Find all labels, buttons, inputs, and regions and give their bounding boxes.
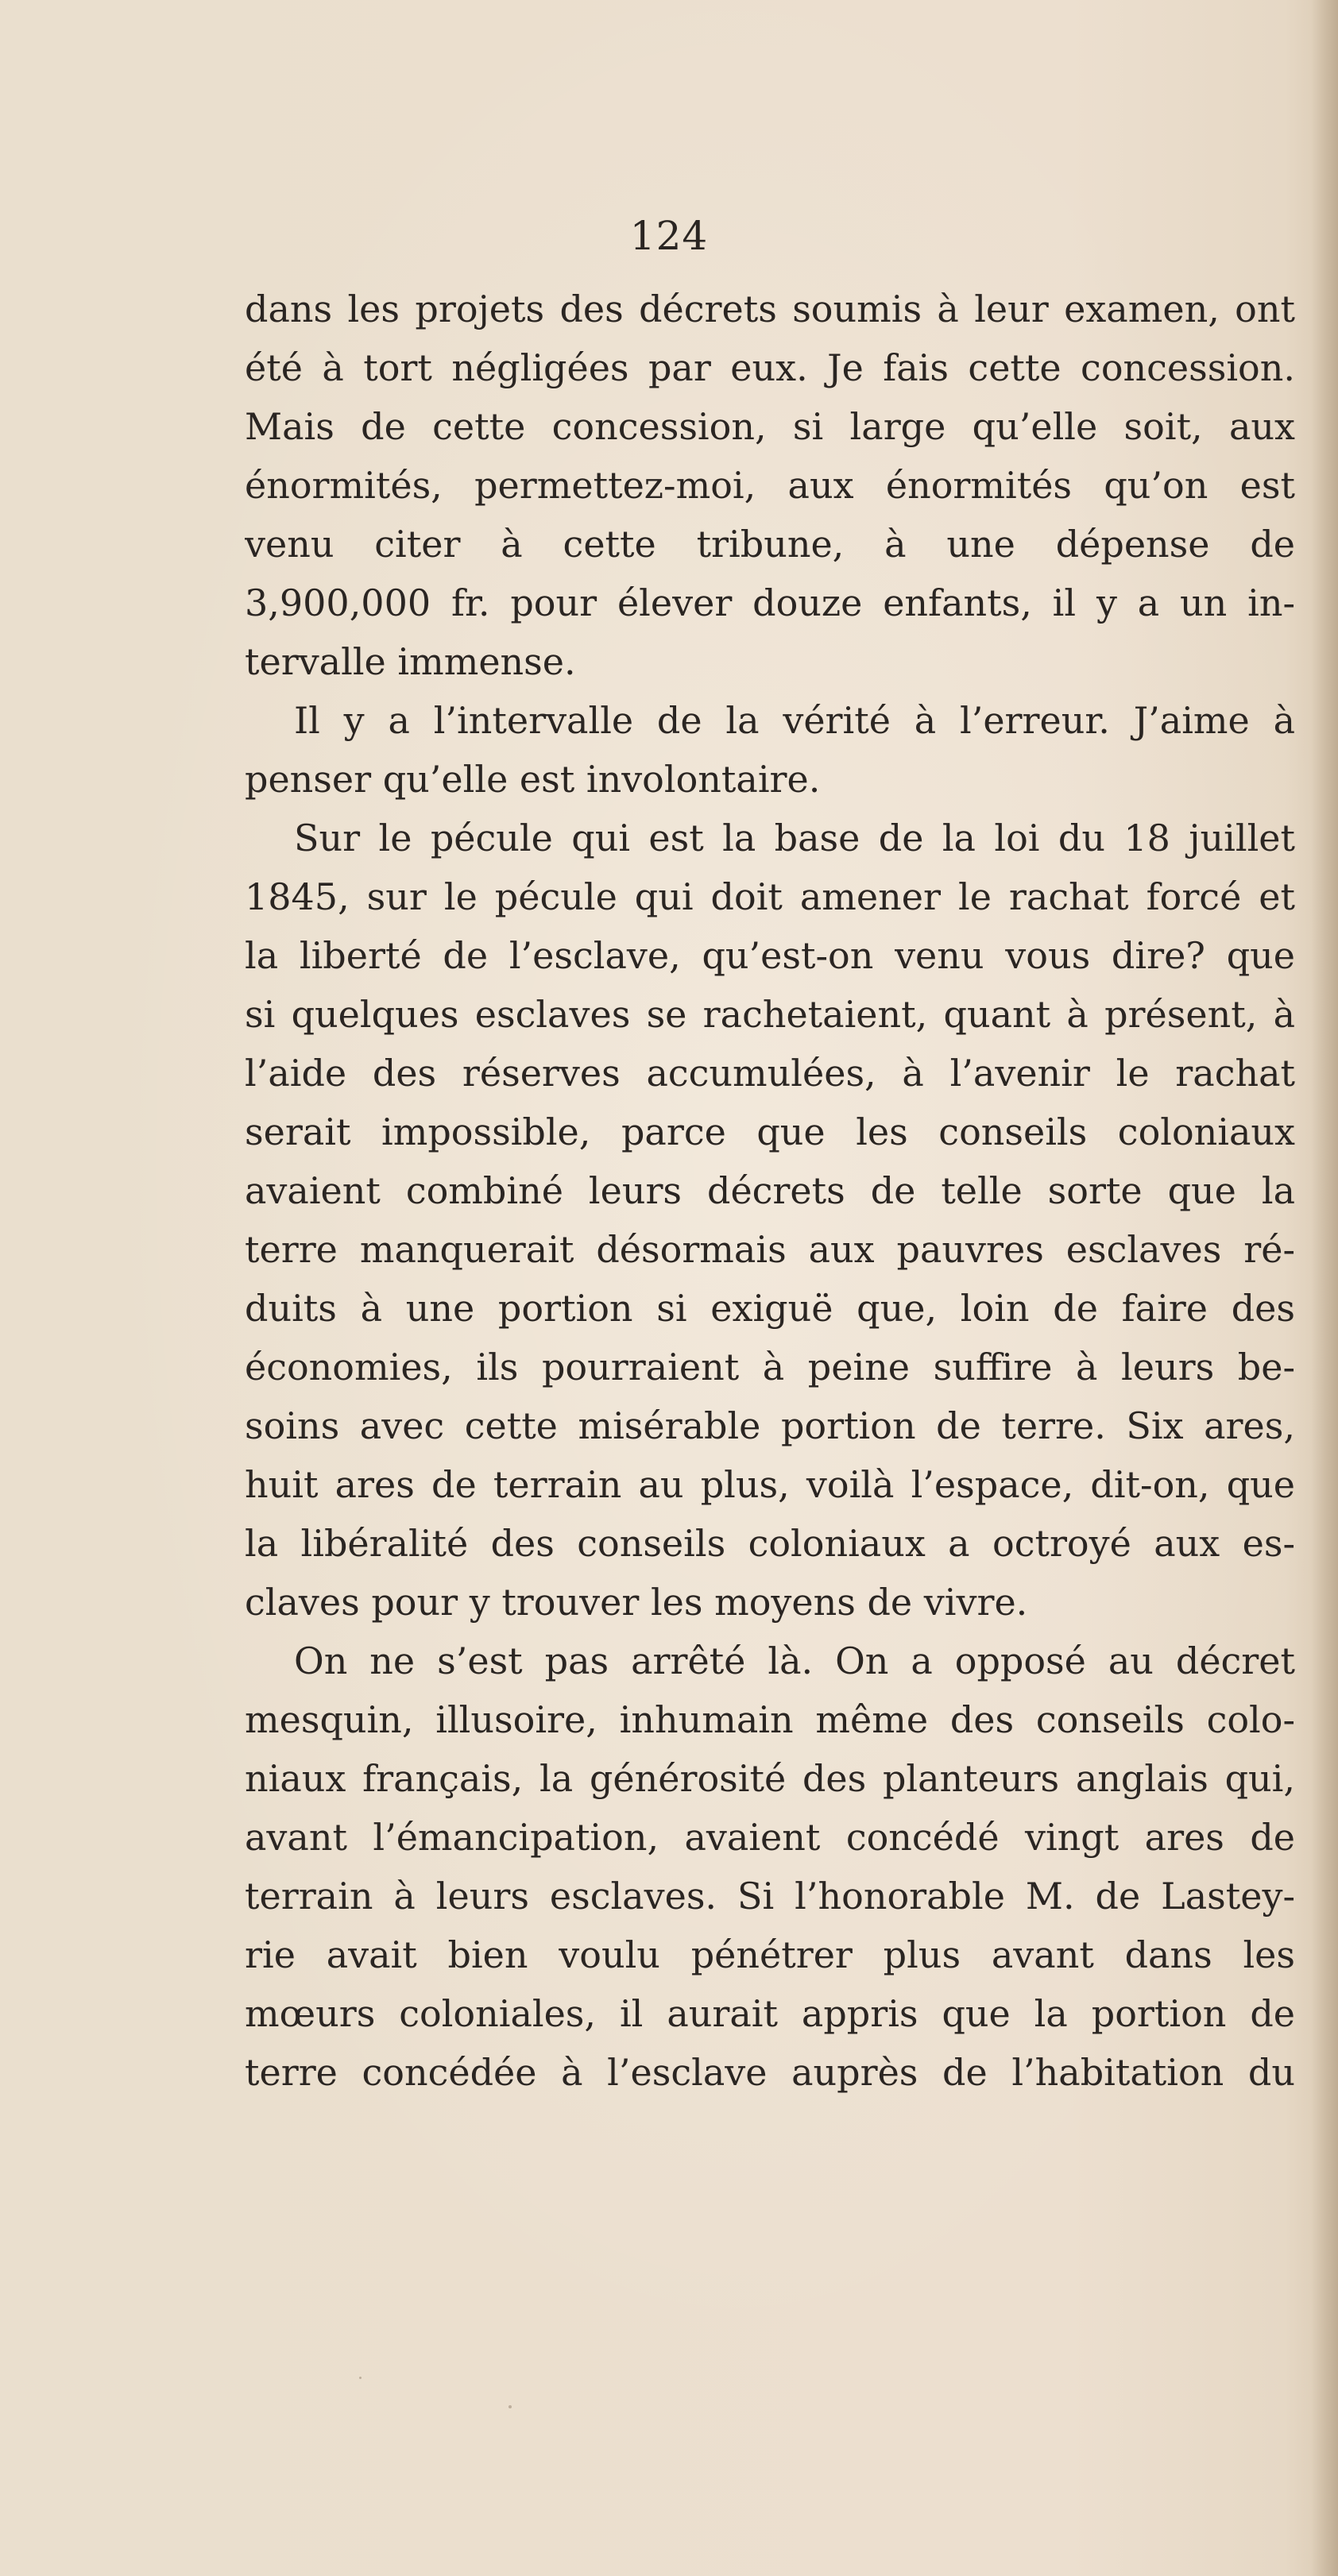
page-edge-shadow bbox=[1311, 0, 1338, 2576]
text-line: dans les projets des décrets soumis à leur examen, ont bbox=[245, 288, 1295, 330]
text-line: mesquin, illusoire, inhumain même des conseils colo- bbox=[245, 1698, 1295, 1741]
text-line: Il y a l’intervalle de la vérité à l’erreur. J’aime à bbox=[294, 699, 1295, 742]
page-number: 124 bbox=[629, 213, 709, 259]
text-line: Mais de cette concession, si large qu’elle soit, aux bbox=[245, 405, 1295, 448]
text-line: énormités, permettez-moi, aux énormités qu’on est bbox=[245, 464, 1295, 507]
text-line: On ne s’est pas arrêté là. On a opposé au décret bbox=[294, 1639, 1295, 1682]
text-line: terre concédée à l’esclave auprès de l’habitation du bbox=[245, 2051, 1295, 2094]
text-line: venu citer à cette tribune, à une dépense de bbox=[245, 523, 1295, 566]
text-line: terrain à leurs esclaves. Si l’honorable M. de Lastey- bbox=[245, 1875, 1295, 1918]
paper-speck bbox=[359, 2377, 362, 2379]
text-line: penser qu’elle est involontaire. bbox=[245, 758, 821, 801]
text-line: mœurs coloniales, il aurait appris que la portion de bbox=[245, 1992, 1295, 2035]
text-line: si quelques esclaves se rachetaient, quant à présent, à bbox=[245, 993, 1295, 1036]
paper-speck bbox=[509, 2405, 512, 2408]
text-line: l’aide des réserves accumulées, à l’avenir le rachat bbox=[245, 1052, 1295, 1095]
text-line: niaux français, la générosité des planteurs anglais qui, bbox=[245, 1757, 1295, 1800]
text-line: la liberté de l’esclave, qu’est-on venu vous dire? que bbox=[245, 934, 1295, 977]
text-line: été à tort négligées par eux. Je fais cette concession. bbox=[245, 346, 1295, 389]
text-line: rie avait bien voulu pénétrer plus avant dans les bbox=[245, 1933, 1295, 1976]
text-line: claves pour y trouver les moyens de vivre. bbox=[245, 1581, 1028, 1624]
text-line: serait impossible, parce que les conseils coloniaux bbox=[245, 1110, 1295, 1153]
text-line: tervalle immense. bbox=[245, 640, 576, 683]
body-text bbox=[245, 280, 1295, 2102]
text-line: économies, ils pourraient à peine suffire à leurs be- bbox=[245, 1346, 1295, 1388]
text-line: terre manquerait désormais aux pauvres esclaves ré- bbox=[245, 1228, 1295, 1271]
text-line: avant l’émancipation, avaient concédé vingt ares de bbox=[245, 1816, 1295, 1859]
text-line: soins avec cette misérable portion de terre. Six ares, bbox=[245, 1404, 1295, 1447]
text-line: huit ares de terrain au plus, voilà l’espace, dit-on, que bbox=[245, 1463, 1295, 1506]
text-line: 1845, sur le pécule qui doit amener le rachat forcé et bbox=[245, 875, 1295, 918]
text-line: avaient combiné leurs décrets de telle sorte que la bbox=[245, 1169, 1295, 1212]
text-line: Sur le pécule qui est la base de la loi du 18 juillet bbox=[294, 817, 1295, 859]
text-line: 3,900,000 fr. pour élever douze enfants, il y a un in- bbox=[245, 581, 1295, 624]
text-line: la libéralité des conseils coloniaux a octroyé aux es- bbox=[245, 1522, 1295, 1565]
text-line: duits à une portion si exiguë que, loin de faire des bbox=[245, 1287, 1295, 1330]
